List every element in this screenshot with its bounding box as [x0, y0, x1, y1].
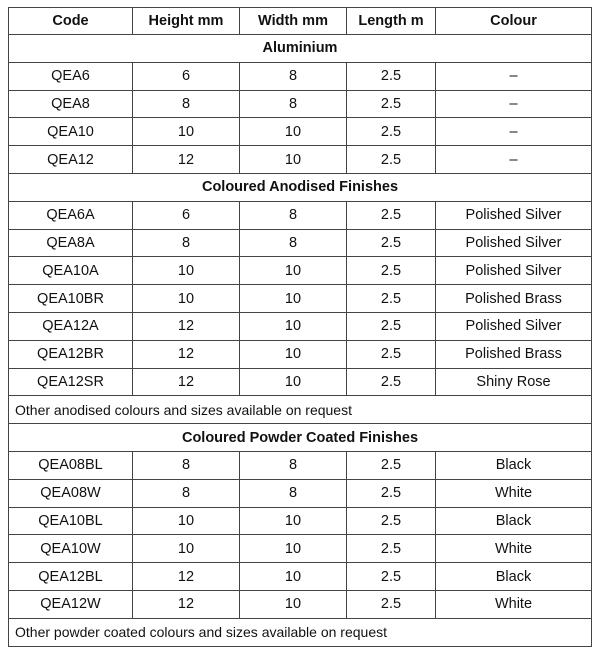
table-row [9, 563, 592, 591]
table-row [9, 62, 592, 90]
cell-length: 2.5 [347, 312, 436, 340]
cell-code: QEA12A [9, 312, 133, 340]
cell-code: QEA12SR [9, 368, 133, 396]
table-row [9, 590, 592, 618]
cell-height: 10 [133, 507, 240, 535]
table-row [9, 340, 592, 368]
cell-height: 6 [133, 201, 240, 229]
cell-height: 12 [133, 340, 240, 368]
cell-code: QEA6A [9, 201, 133, 229]
cell-code: QEA08W [9, 479, 133, 507]
cell-code: QEA8 [9, 90, 133, 118]
cell-colour: Polished Brass [436, 285, 592, 313]
table-row [9, 479, 592, 507]
cell-colour: – [436, 90, 592, 118]
cell-height: 8 [133, 229, 240, 257]
cell-code: QEA12BL [9, 563, 133, 591]
cell-width: 10 [240, 590, 347, 618]
cell-height: 8 [133, 451, 240, 479]
cell-colour: White [436, 535, 592, 563]
cell-code: QEA10W [9, 535, 133, 563]
cell-colour: White [436, 590, 592, 618]
cell-colour: Shiny Rose [436, 368, 592, 396]
cell-width: 8 [240, 201, 347, 229]
cell-height: 12 [133, 590, 240, 618]
cell-height: 10 [133, 118, 240, 146]
cell-height: 12 [133, 146, 240, 174]
table-row [9, 312, 592, 340]
cell-colour: – [436, 146, 592, 174]
cell-code: QEA8A [9, 229, 133, 257]
cell-height: 10 [133, 257, 240, 285]
cell-width: 10 [240, 285, 347, 313]
cell-colour: – [436, 62, 592, 90]
table-row [9, 90, 592, 118]
cell-width: 10 [240, 312, 347, 340]
section-title: Coloured Anodised Finishes [9, 173, 592, 201]
note-row [9, 396, 592, 424]
section-header-row [9, 173, 592, 201]
product-table [8, 7, 592, 647]
cell-length: 2.5 [347, 229, 436, 257]
cell-length: 2.5 [347, 257, 436, 285]
cell-width: 8 [240, 62, 347, 90]
table-row [9, 451, 592, 479]
table-row [9, 535, 592, 563]
cell-length: 2.5 [347, 285, 436, 313]
cell-colour: Black [436, 451, 592, 479]
cell-colour: Black [436, 507, 592, 535]
cell-code: QEA08BL [9, 451, 133, 479]
cell-length: 2.5 [347, 201, 436, 229]
header-width: Width mm [240, 8, 347, 35]
cell-code: QEA10A [9, 257, 133, 285]
cell-colour: Polished Silver [436, 257, 592, 285]
cell-colour: Polished Silver [436, 312, 592, 340]
cell-length: 2.5 [347, 146, 436, 174]
header-height: Height mm [133, 8, 240, 35]
cell-colour: Polished Silver [436, 201, 592, 229]
cell-width: 8 [240, 229, 347, 257]
cell-code: QEA6 [9, 62, 133, 90]
table-row [9, 507, 592, 535]
cell-colour: White [436, 479, 592, 507]
cell-width: 10 [240, 507, 347, 535]
header-code: Code [9, 8, 133, 35]
cell-colour: Polished Brass [436, 340, 592, 368]
cell-length: 2.5 [347, 535, 436, 563]
table-row [9, 146, 592, 174]
header-colour: Colour [436, 8, 592, 35]
note-row [9, 618, 592, 646]
availability-note: Other anodised colours and sizes available on request [9, 396, 592, 424]
cell-length: 2.5 [347, 368, 436, 396]
cell-height: 10 [133, 535, 240, 563]
cell-length: 2.5 [347, 62, 436, 90]
cell-colour: – [436, 118, 592, 146]
cell-width: 10 [240, 563, 347, 591]
table-row [9, 118, 592, 146]
cell-length: 2.5 [347, 340, 436, 368]
cell-height: 10 [133, 285, 240, 313]
cell-width: 8 [240, 479, 347, 507]
section-header-row [9, 424, 592, 452]
cell-width: 10 [240, 257, 347, 285]
cell-length: 2.5 [347, 451, 436, 479]
table-row [9, 257, 592, 285]
availability-note: Other powder coated colours and sizes available on request [9, 618, 592, 646]
cell-height: 12 [133, 368, 240, 396]
cell-width: 8 [240, 451, 347, 479]
cell-width: 10 [240, 146, 347, 174]
section-title: Aluminium [9, 35, 592, 63]
cell-width: 10 [240, 118, 347, 146]
cell-length: 2.5 [347, 563, 436, 591]
cell-height: 12 [133, 563, 240, 591]
table-row [9, 201, 592, 229]
cell-length: 2.5 [347, 90, 436, 118]
cell-code: QEA10 [9, 118, 133, 146]
header-row [9, 8, 592, 35]
table-row [9, 285, 592, 313]
cell-length: 2.5 [347, 118, 436, 146]
cell-colour: Black [436, 563, 592, 591]
cell-colour: Polished Silver [436, 229, 592, 257]
section-header-row [9, 35, 592, 63]
cell-length: 2.5 [347, 479, 436, 507]
cell-height: 8 [133, 479, 240, 507]
cell-width: 10 [240, 368, 347, 396]
cell-length: 2.5 [347, 590, 436, 618]
cell-code: QEA10BL [9, 507, 133, 535]
cell-height: 12 [133, 312, 240, 340]
cell-width: 10 [240, 535, 347, 563]
header-length: Length m [347, 8, 436, 35]
cell-code: QEA12 [9, 146, 133, 174]
cell-height: 8 [133, 90, 240, 118]
cell-height: 6 [133, 62, 240, 90]
cell-code: QEA12BR [9, 340, 133, 368]
table-body [9, 35, 592, 647]
cell-code: QEA10BR [9, 285, 133, 313]
cell-length: 2.5 [347, 507, 436, 535]
cell-width: 10 [240, 340, 347, 368]
table-row [9, 368, 592, 396]
table-row [9, 229, 592, 257]
cell-code: QEA12W [9, 590, 133, 618]
cell-width: 8 [240, 90, 347, 118]
section-title: Coloured Powder Coated Finishes [9, 424, 592, 452]
